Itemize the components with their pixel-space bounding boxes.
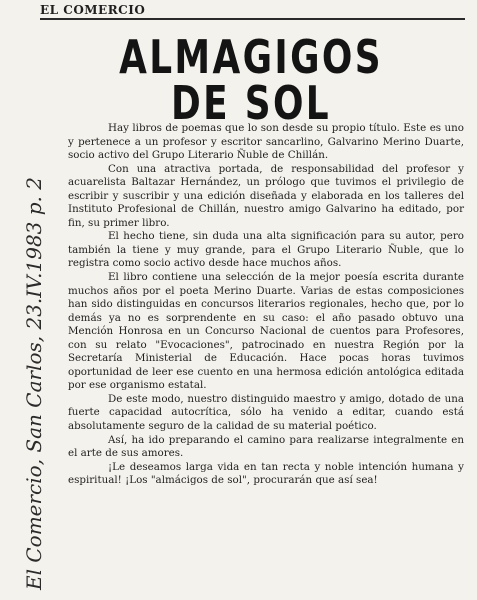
- handwritten-source-note: El Comercio, San Carlos, 23.IV.1983 p. 2: [22, 177, 46, 590]
- article-paragraph: El hecho tiene, sin duda una alta significación para su autor, pero también la tiene y muy grande, para el Grupo Literario Ñuble, que lo registra como socio activo desde hace muchos años.: [68, 230, 464, 270]
- article-body: [68, 122, 464, 488]
- article-headline: ALMAGIGOS DE SOL: [119, 30, 383, 130]
- article-paragraph: Hay libros de poemas que lo son desde su propio título. Este es uno y pertenece a un profesor y escritor sancarlino, Galvarino Merino Duarte, socio activo del Grupo Literario Ñuble de Chillán.: [68, 122, 464, 162]
- article-paragraph: ¡Le deseamos larga vida en tan recta y noble intención humana y espiritual! ¡Los "almácigos de sol", procurarán que así sea!: [68, 460, 464, 487]
- article-paragraph: El libro contiene una selección de la mejor poesía escrita durante muchos años por el poeta Merino Duarte. Varias de estas composiciones han sido distinguidas en concursos literarios regionales, hecho que, por lo demás ya no es sorprendente en su caso: el año pasado obtuvo una Mención Honrosa en un Concurso Nacional de cuentos para Profesores, con su relato "Evocaciones", patrocinado en nuestra Región por la Secretaría Ministerial de Educación. Hace pocas horas tuvimos oportunidad de leer ese cuento en una hermosa edición antológica editada por ese organismo estatal.: [68, 271, 464, 392]
- article-paragraph: Con una atractiva portada, de responsabilidad del profesor y acuarelista Baltazar Hernández, un prólogo que tuvimos el privilegio de escribir y suscribir y una edición diseñada y elaborada en los talleres del Instituto Profesional de Chillán, nuestro amigo Galvarino ha editado, por fin, su primer libro.: [68, 162, 464, 229]
- newspaper-masthead: EL COMERCIO: [40, 3, 146, 17]
- masthead-rule: [40, 18, 465, 20]
- article-paragraph: De este modo, nuestro distinguido maestro y amigo, dotado de una fuerte capacidad autocrítica, sólo ha venido a editar, cuando está absolutamente seguro de la calidad de su material poético.: [68, 392, 464, 433]
- article-paragraph: Así, ha ido preparando el camino para realizarse integralmente en el arte de sus amores.: [68, 433, 464, 460]
